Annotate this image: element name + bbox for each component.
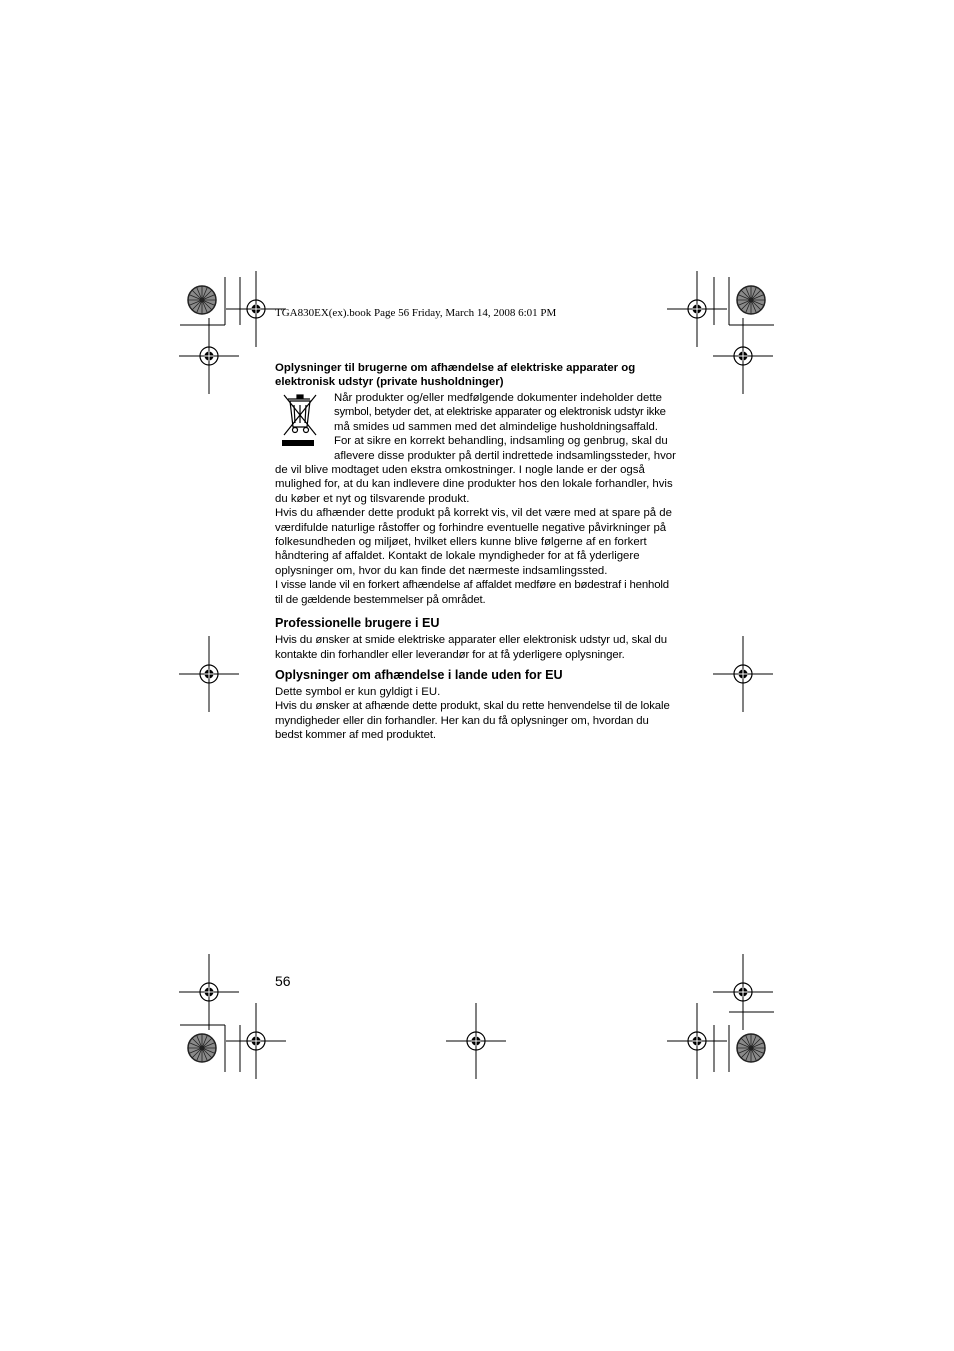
paragraph: Dette symbol er kun gyldigt i EU. <box>275 685 441 698</box>
registration-mark-icon <box>667 1003 727 1079</box>
print-file-header: TGA830EX(ex).book Page 56 Friday, March 14, 2008 6:01 PM <box>275 307 557 319</box>
document-body <box>275 361 679 743</box>
registration-mark-icon <box>667 271 727 347</box>
registration-mark-icon <box>713 636 773 712</box>
section-heading: Professionelle brugere i EU <box>275 616 440 631</box>
paragraph: Hvis du afhænder dette produkt på korrekt vis, vil det være med at spare på de værdifulde naturlige råstoffer og forhindre eventuelle negative påvirkninger på folkesundheden og miljøet, hvilket ellers kunne blive følgerne af en forkert håndtering af affaldet. Kontakt de lokale myndigheder for at få yderligere oplysninger om, hvor du kan finde det nærmeste indsamlingssted. <box>275 507 672 577</box>
section-private-households <box>275 361 679 607</box>
weee-text-line: symbol, betyder det, at elektriske apparater og elektronisk udstyr ikke <box>334 406 666 419</box>
star-target-icon <box>188 286 216 314</box>
registration-mark-icon <box>226 1003 286 1079</box>
registration-mark-icon <box>446 1003 506 1079</box>
weee-text-line: må smides ud sammen med det almindelige husholdningsaffald. <box>334 420 658 433</box>
section-title-line: elektronisk udstyr (private husholdninger) <box>275 376 504 388</box>
registration-mark-icon <box>179 636 239 712</box>
registration-mark-icon <box>713 954 773 1030</box>
paragraph: Hvis du ønsker at smide elektriske apparater eller elektronisk udstyr ud, skal du kontakte din forhandler eller leverandør for at få yderligere oplysninger. <box>275 634 668 661</box>
weee-text-line: For at sikre en korrekt behandling, indsamling og genbrug, skal du <box>334 435 668 448</box>
section-outside-eu <box>275 668 679 743</box>
star-target-icon <box>188 1034 216 1062</box>
paragraph: Hvis du ønsker at afhænde dette produkt, skal du rette henvendelse til de lokale myndigheder eller din forhandler. Her kan du få oplysninger om, hvordan du bedst kommer af med produktet. <box>275 700 670 742</box>
crossed-out-wheelie-bin-icon <box>278 391 324 451</box>
star-target-icon <box>737 286 765 314</box>
section-business-users <box>275 616 679 662</box>
page-number: 56 <box>275 973 291 989</box>
registration-mark-icon <box>713 318 773 394</box>
paragraph: I visse lande vil en forkert afhændelse af affaldet medføre en bødestraf i henhold til de gældende bestemmelser på området. <box>275 579 669 606</box>
section-heading: Oplysninger om afhændelse i lande uden for EU <box>275 667 563 682</box>
weee-text-line: aflevere disse produkter på dertil indrettede indsamlingssteder, hvor <box>334 449 676 462</box>
weee-paragraph <box>275 391 679 506</box>
weee-text-line: Når produkter og/eller medfølgende dokumenter indeholder dette <box>334 392 662 404</box>
star-target-icon <box>737 1034 765 1062</box>
registration-mark-icon <box>179 318 239 394</box>
registration-mark-icon <box>179 954 239 1030</box>
section-title-line: Oplysninger til brugerne om afhændelse af elektriske apparater og <box>275 362 636 374</box>
weee-text-continued: de vil blive modtaget uden ekstra omkostninger. I nogle lande er der også mulighed for, at du kan indlevere dine produkter hos den lokale forhandler, hvis du køber et nyt og tilsvarende produkt. <box>275 464 673 505</box>
